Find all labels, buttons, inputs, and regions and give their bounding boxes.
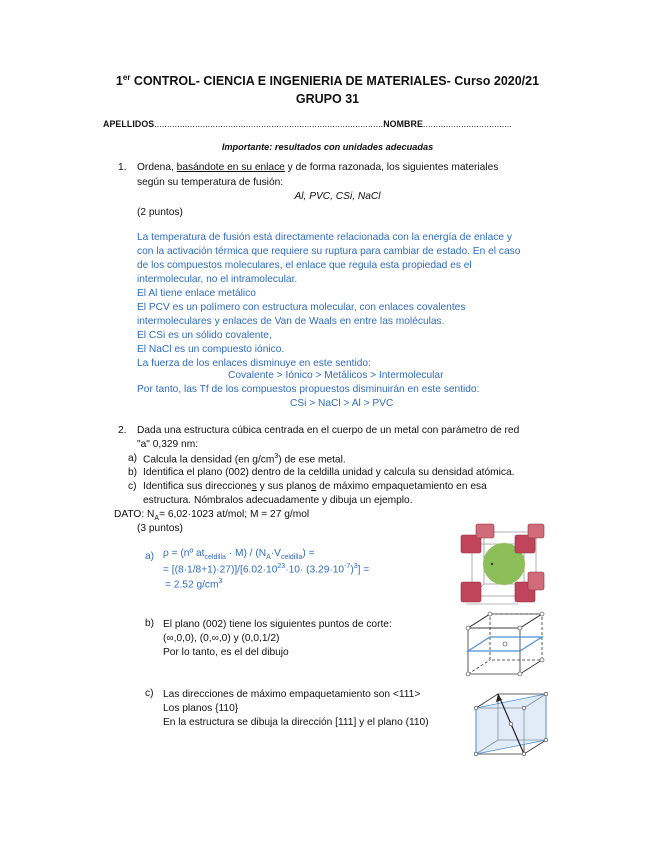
apellidos-label: APELLIDOS xyxy=(103,119,155,129)
ans-b-label: b) xyxy=(145,618,155,629)
q1-order-tf: CSi > NaCl > Al > PVC xyxy=(290,398,394,409)
q1-answer xyxy=(137,231,520,371)
ans-a-line1: ρ = (nº $at_{celdilla} \cdot M) / (N_A\cdot V_{celdilla})$ = xyxy=(163,548,315,562)
ans-a-line2: = $[(8\cdot 1/8+1)\cdot 27)]/[6.02\cdot 10^{23}\cdot 10\cdot (3.29\cdot 10^{-7})^3]$ = xyxy=(163,563,370,576)
nombre-label: NOMBRE xyxy=(383,119,423,129)
ans-c-label: c) xyxy=(145,688,154,699)
answer-line: El Al tiene enlace metálico xyxy=(137,288,256,299)
direction-111-figure xyxy=(472,690,552,758)
q1-line1: Ordena, basándote en su enlace y de forma razonada, los siguientes materiales xyxy=(137,162,499,173)
ans-c-text xyxy=(163,688,429,730)
answer-line: El PCV es un polímero con estructura molecular, con enlaces covalentes xyxy=(137,302,466,313)
q2-c-line2: estructura. Nómbralos adecuadamente y dibuja un ejemplo. xyxy=(143,495,413,506)
apellidos-input[interactable]: .......................................................................................... xyxy=(154,119,384,129)
answer-line: El CSi es un sólido covalente, xyxy=(137,330,272,341)
ans-c-line: En la estructura se dibuja la dirección [111] y el plano (110) xyxy=(163,717,429,728)
important-note: Importante: resultados con unidades adecuadas xyxy=(221,142,434,152)
ans-a-line3: = 2.52 $g/cm^3$ xyxy=(165,578,223,591)
q1-points: (2 puntos) xyxy=(137,207,183,218)
q2-c-line1: Identifica sus direcciones y sus planos de máximo empaquetamiento en esa xyxy=(143,481,487,492)
ans-c-line: Los planos {110} xyxy=(163,703,239,714)
q2-number: 2. xyxy=(118,425,127,436)
q2-dato: DATO: $N_A= 6,02\cdot 1023$ at/mol; M = 27 g/mol xyxy=(114,509,310,523)
q2-a-text: Calcula la densidad (en $g/cm^3$) de ese metal. xyxy=(143,453,346,466)
q1-materials: Al, PVC, CSi, NaCl xyxy=(294,191,381,202)
q1-number: 1. xyxy=(118,162,127,173)
q1-line2: según su temperatura de fusión: xyxy=(137,177,284,188)
ans-b-text xyxy=(163,618,392,660)
q2-line2: "a" 0,329 nm: xyxy=(137,439,199,450)
q2-points: (3 puntos) xyxy=(137,523,183,534)
answer-line: de los compuestos moleculares, el enlace que regula esta propiedad es el xyxy=(137,260,472,271)
nombre-input[interactable]: ................................... xyxy=(422,119,512,129)
ans-a-label: a) xyxy=(145,551,155,562)
q2-b-label: b) xyxy=(128,467,138,478)
bcc-cell-figure xyxy=(458,522,548,608)
title: 1er CONTROL- CIENCIA E INGENIERIA DE MATERIALES- Curso 2020/21 xyxy=(115,73,540,89)
q2-c-label: c) xyxy=(128,481,137,492)
q1-order-bonds: Covalente > Iónico > Metálicos > Intermolecular xyxy=(228,370,444,381)
plane-002-figure xyxy=(462,608,550,678)
ans-b-line: (∞,0,0), (0,∞,0) y (0,0,1/2) xyxy=(163,633,280,644)
answer-line: La temperatura de fusión está directamente relacionada con la energía de enlace y xyxy=(137,232,512,243)
q2-a-label: a) xyxy=(128,453,138,464)
answer-line: intermoleculares y enlaces de Van de Waals en entre las moléculas. xyxy=(137,316,445,327)
answer-line: El NaCl es un compuesto iónico. xyxy=(137,344,285,355)
name-fields xyxy=(103,119,512,129)
ans-b-line: Por lo tanto, es el del dibujo xyxy=(163,647,289,658)
q1-conclusion: Por tanto, las Tf de los compuestos propuestos disminuirán en este sentido: xyxy=(137,384,480,395)
answer-line: con la activación térmica que requiere su ruptura para cambiar de estado. En el caso xyxy=(137,246,521,257)
group-title: GRUPO 31 xyxy=(295,92,360,106)
ans-b-line: El plano (002) tiene los siguientes puntos de corte: xyxy=(163,619,392,630)
answer-line: intermolecular, no el intramolecular. xyxy=(137,274,298,285)
q2-b-text: Identifica el plano (002) dentro de la celdilla unidad y calcula su densidad atómica. xyxy=(143,467,515,478)
q2-line1: Dada una estructura cúbica centrada en el cuerpo de un metal con parámetro de red xyxy=(137,425,520,436)
ans-c-line: Las direcciones de máximo empaquetamiento son <111> xyxy=(163,689,421,700)
answer-line: La fuerza de los enlaces disminuye en este sentido: xyxy=(137,358,371,369)
